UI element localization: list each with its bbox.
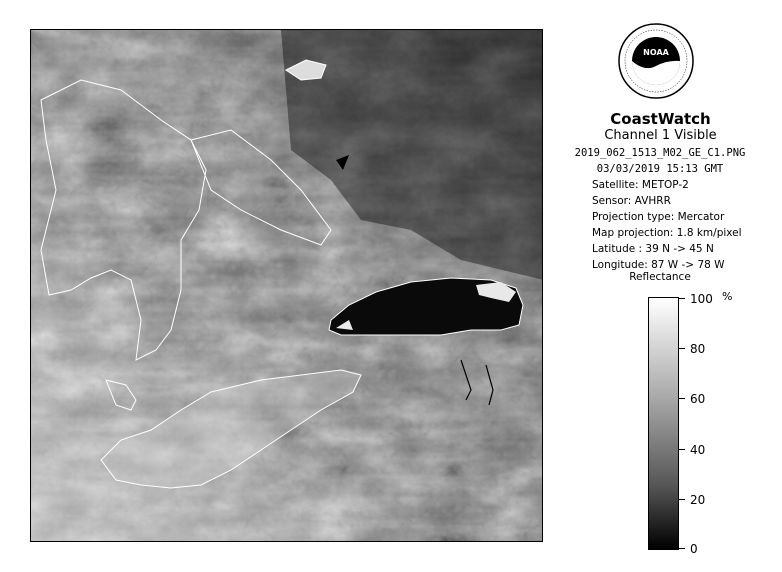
channel-label: Channel 1 Visible xyxy=(604,128,717,143)
colorbar-tick-label: 40 xyxy=(690,443,706,457)
longitude-label: Longitude: 87 W -> 78 W xyxy=(592,259,725,271)
satellite-image xyxy=(30,29,543,542)
map-projection-label: Map projection: 1.8 km/pixel xyxy=(592,227,742,239)
noaa-logo-text: NOAA xyxy=(643,48,669,57)
projection-type-label: Projection type: Mercator xyxy=(592,211,725,223)
latitude-label: Latitude : 39 N -> 45 N xyxy=(592,243,714,255)
datetime-label: 03/03/2019 15:13 GMT xyxy=(596,163,724,175)
colorbar-tick-label: 20 xyxy=(690,493,706,507)
satellite-label: Satellite: METOP-2 xyxy=(592,179,689,191)
colorbar-tick xyxy=(679,499,685,500)
colorbar-tick-label: 80 xyxy=(690,342,706,356)
colorbar-tick-label: 0 xyxy=(690,542,698,556)
satellite-image-graphic xyxy=(31,30,543,542)
noaa-logo xyxy=(617,22,695,100)
colorbar-tick xyxy=(679,398,685,399)
colorbar-tick xyxy=(679,348,685,349)
colorbar-unit: % xyxy=(722,290,733,303)
filename-label: 2019_062_1513_M02_GE_C1.PNG xyxy=(574,147,746,159)
colorbar-title: Reflectance xyxy=(629,271,691,283)
noaa-logo-icon xyxy=(617,22,695,100)
colorbar-tick xyxy=(679,548,685,549)
sensor-label: Sensor: AVHRR xyxy=(592,195,671,207)
colorbar-tick xyxy=(679,449,685,450)
colorbar-tick-label: 100 xyxy=(690,292,713,306)
colorbar-tick xyxy=(679,298,685,299)
reflectance-colorbar xyxy=(648,297,679,550)
brand-title: CoastWatch xyxy=(610,110,711,128)
colorbar-tick-label: 60 xyxy=(690,392,706,406)
